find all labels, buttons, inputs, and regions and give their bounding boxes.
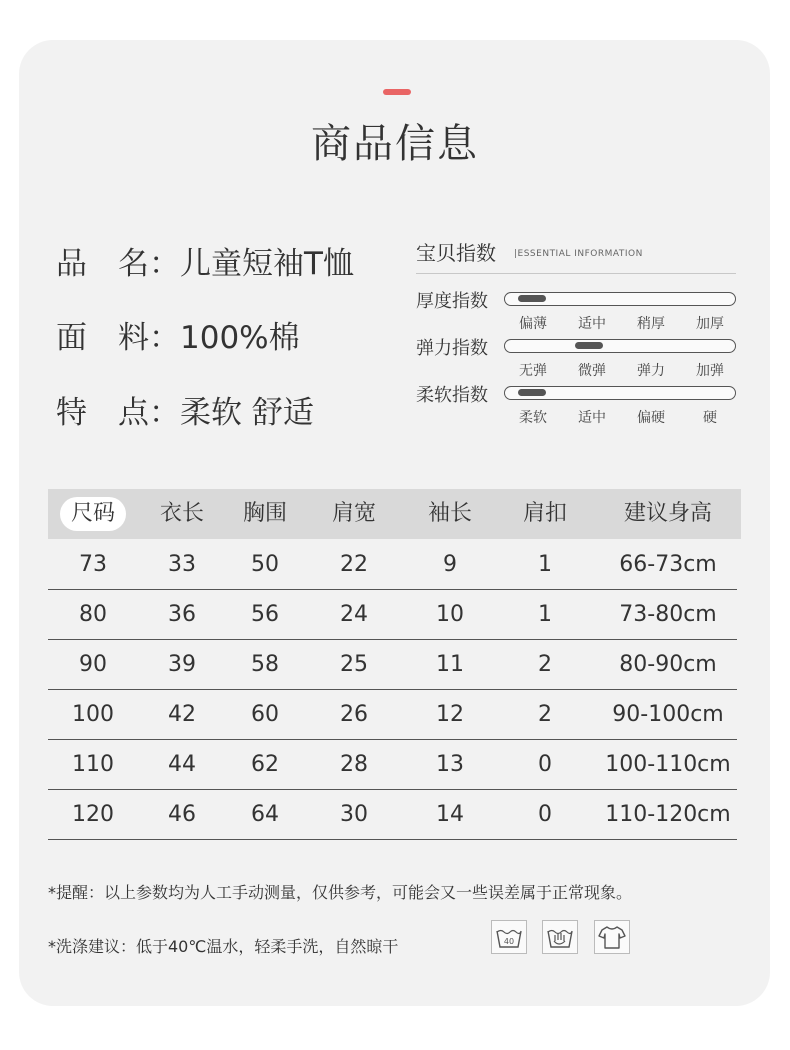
product-material-row: [56, 312, 300, 357]
scale-bar: [504, 386, 736, 400]
table-header-cell: 胸围: [242, 501, 287, 526]
table-cell: 73-80cm: [619, 602, 717, 627]
table-header-cell: 肩扣: [522, 501, 567, 526]
index-panel-title: 宝贝指数: [416, 241, 496, 265]
table-cell: 22: [340, 552, 368, 577]
scale-option: 微弹: [578, 363, 606, 379]
scale-option: 适中: [578, 410, 606, 426]
table-cell: 110-120cm: [605, 802, 731, 827]
scale-option: 稍厚: [637, 316, 665, 332]
index-panel-subtitle: |ESSENTIAL INFORMATION: [514, 249, 643, 259]
product-name-label: 品 名：: [56, 246, 180, 282]
table-row: [48, 789, 737, 840]
table-cell: 0: [538, 802, 552, 827]
measurement-reminder: *提醒：以上参数均为人工手动测量，仅供参考，可能会又一些误差属于正常现象。: [48, 883, 633, 902]
table-cell: 30: [340, 802, 368, 827]
table-header-cell: 肩宽: [331, 501, 376, 526]
table-cell: 110: [72, 752, 114, 777]
index-panel-divider: [416, 273, 736, 274]
wash-40-icon: [491, 920, 527, 954]
table-cell: 42: [168, 702, 196, 727]
table-cell: 11: [436, 652, 464, 677]
product-feature-label: 特 点：: [56, 395, 180, 431]
scale-indicator: [575, 342, 603, 349]
svg-text:40: 40: [503, 937, 515, 946]
scale-option: 加弹: [696, 363, 724, 379]
table-cell: 2: [538, 652, 552, 677]
product-feature-value: 柔软 舒适: [180, 395, 314, 431]
scale-option: 柔软: [519, 410, 547, 426]
table-cell: 62: [251, 752, 279, 777]
table-cell: 100-110cm: [605, 752, 731, 777]
scale-indicator: [518, 389, 546, 396]
scale-option: 弹力: [637, 363, 665, 379]
product-feature-row: [56, 387, 314, 432]
table-cell: 12: [436, 702, 464, 727]
table-cell: 14: [436, 802, 464, 827]
table-cell: 90-100cm: [612, 702, 724, 727]
table-row: [48, 539, 737, 590]
scale-label: 弹力指数: [416, 338, 488, 359]
table-cell: 39: [168, 652, 196, 677]
accent-bar: [383, 89, 411, 95]
table-cell: 1: [538, 602, 552, 627]
table-cell: 64: [251, 802, 279, 827]
product-material-label: 面 料：: [56, 320, 180, 356]
scale-indicator: [518, 295, 546, 302]
scale-option: 硬: [703, 410, 717, 426]
hand-wash-icon: [542, 920, 578, 954]
scale-label: 柔软指数: [416, 385, 488, 406]
table-header-cell: 袖长: [427, 501, 472, 526]
table-cell: 60: [251, 702, 279, 727]
scale-option: 适中: [578, 316, 606, 332]
table-cell: 26: [340, 702, 368, 727]
table-cell: 25: [340, 652, 368, 677]
table-header-cell: 尺码: [70, 501, 115, 526]
table-cell: 0: [538, 752, 552, 777]
table-row: [48, 589, 737, 640]
table-cell: 1: [538, 552, 552, 577]
table-cell: 50: [251, 552, 279, 577]
scale-option: 加厚: [696, 316, 724, 332]
product-name-row: [56, 238, 354, 283]
product-material-value: 100%棉: [180, 320, 300, 356]
table-cell: 36: [168, 602, 196, 627]
washing-advice: *洗涤建议：低于40℃温水，轻柔手洗，自然晾干: [48, 937, 399, 956]
table-cell: 2: [538, 702, 552, 727]
table-cell: 46: [168, 802, 196, 827]
table-cell: 9: [443, 552, 457, 577]
table-row: [48, 739, 737, 790]
page-title: 商品信息: [311, 121, 479, 167]
scale-bar: [504, 292, 736, 306]
shirt-icon: [594, 920, 630, 954]
table-cell: 80-90cm: [619, 652, 717, 677]
table-cell: 120: [72, 802, 114, 827]
table-cell: 28: [340, 752, 368, 777]
table-cell: 58: [251, 652, 279, 677]
table-cell: 13: [436, 752, 464, 777]
table-row: [48, 689, 737, 740]
table-cell: 44: [168, 752, 196, 777]
table-cell: 56: [251, 602, 279, 627]
table-cell: 73: [79, 552, 107, 577]
scale-option: 偏薄: [519, 316, 547, 332]
table-cell: 80: [79, 602, 107, 627]
scale-option: 偏硬: [637, 410, 665, 426]
table-header-cell: 衣长: [159, 501, 204, 526]
table-cell: 100: [72, 702, 114, 727]
table-cell: 66-73cm: [619, 552, 717, 577]
table-cell: 10: [436, 602, 464, 627]
table-cell: 33: [168, 552, 196, 577]
table-header-cell: 建议身高: [623, 501, 712, 526]
table-cell: 24: [340, 602, 368, 627]
table-row: [48, 639, 737, 690]
scale-option: 无弹: [519, 363, 547, 379]
product-name-value: 儿童短袖T恤: [180, 246, 354, 282]
scale-label: 厚度指数: [416, 291, 488, 312]
scale-bar: [504, 339, 736, 353]
table-cell: 90: [79, 652, 107, 677]
